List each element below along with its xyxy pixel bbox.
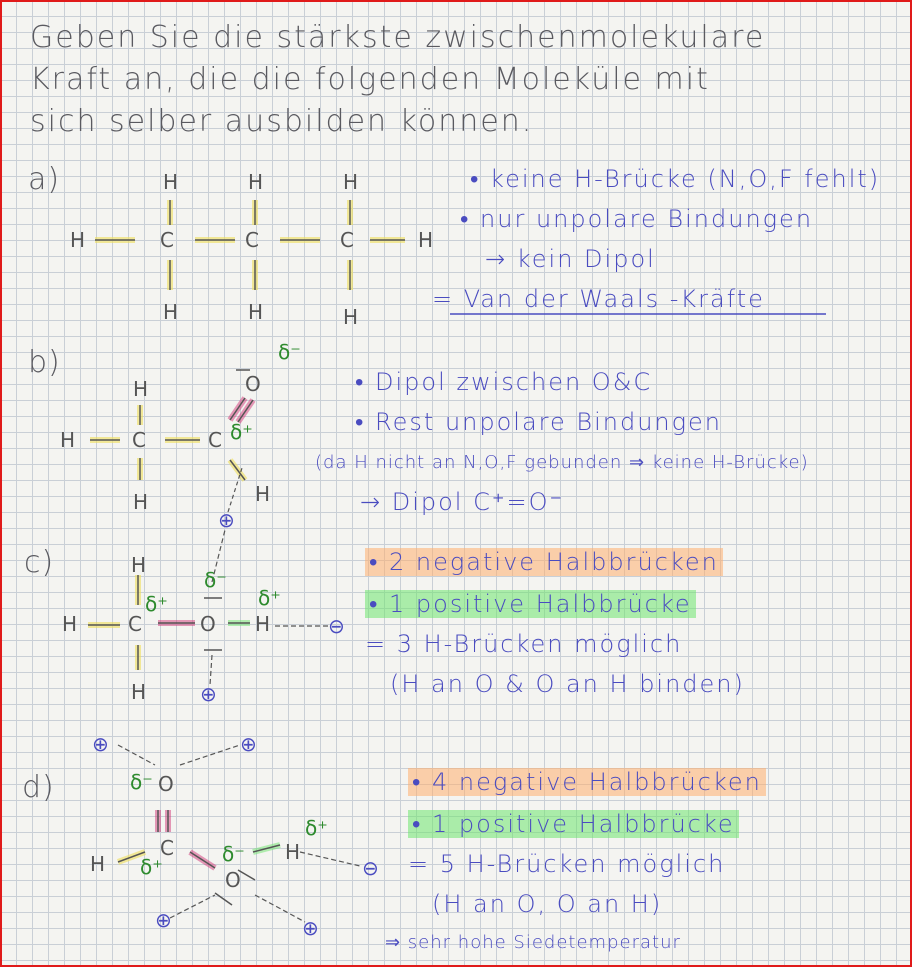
part-d-note-3: = 5 H-Brücken möglich — [408, 850, 726, 878]
delta-plus: δ⁺ — [305, 816, 328, 840]
atom-o: O — [225, 868, 241, 892]
part-a-note-1: • keine H-Brücke (N,O,F fehlt) — [470, 165, 881, 193]
delta-minus: δ⁻ — [204, 568, 227, 592]
part-d-note-4: (H an O, O an H) — [432, 890, 663, 918]
atom-c: C — [128, 612, 142, 636]
atom-h: H — [285, 840, 301, 864]
plus-charge-icon: ⊕ — [218, 508, 235, 532]
atom-c: C — [132, 428, 146, 452]
atom-h: H — [163, 300, 179, 324]
delta-minus: δ⁻ — [278, 340, 301, 364]
part-b-label: b) — [28, 345, 61, 380]
delta-minus: δ⁻ — [222, 842, 245, 866]
part-b-note-3: (da H nicht an N,O,F gebunden ⇒ keine H-Brücke) — [315, 452, 809, 473]
part-d-note-2 — [408, 810, 739, 839]
part-c-note-1 — [365, 548, 723, 577]
part-c-note-2 — [365, 590, 696, 619]
atom-h: H — [133, 377, 149, 401]
atom-h: H — [255, 612, 271, 636]
atom-h: H — [248, 300, 264, 324]
atom-h: H — [131, 680, 147, 704]
atom-h: H — [418, 228, 434, 252]
part-d-note-1 — [408, 768, 766, 797]
atom-o: O — [200, 612, 216, 636]
atom-c: C — [340, 228, 354, 252]
plus-charge-icon: ⊕ — [302, 916, 319, 940]
part-c-note-3: = 3 H-Brücken möglich — [365, 630, 683, 658]
atom-h: H — [343, 170, 359, 194]
title-line-1: Geben Sie die stärkste zwischenmolekulare — [30, 20, 766, 55]
atom-h: H — [255, 482, 271, 506]
part-c-note-1-text: • 2 negative Halbbrücken — [365, 548, 723, 576]
atom-c: C — [245, 228, 259, 252]
atom-c: C — [160, 228, 174, 252]
minus-charge-icon: ⊖ — [328, 614, 345, 638]
atom-h: H — [163, 170, 179, 194]
atom-h: H — [70, 228, 86, 252]
plus-charge-icon: ⊕ — [155, 908, 172, 932]
part-b-note-2: • Rest unpolare Bindungen — [355, 408, 723, 436]
part-c-note-4: (H an O & O an H binden) — [390, 670, 745, 698]
minus-charge-icon: ⊖ — [362, 856, 379, 880]
part-d-note-1-text: • 4 negative Halbbrücken — [408, 768, 766, 796]
atom-h: H — [131, 553, 147, 577]
atom-h: H — [133, 490, 149, 514]
part-a-label: a) — [28, 162, 61, 197]
part-a-note-2: • nur unpolare Bindungen — [460, 205, 814, 233]
part-d-label: d) — [22, 770, 55, 805]
plus-charge-icon: ⊕ — [200, 682, 217, 706]
delta-plus: δ⁺ — [230, 420, 253, 444]
atom-o: O — [245, 372, 261, 396]
part-c-label: c) — [24, 545, 55, 580]
delta-plus: δ⁺ — [258, 586, 281, 610]
atom-c: C — [208, 428, 222, 452]
delta-minus: δ⁻ — [130, 770, 153, 794]
part-b-note-1: • Dipol zwischen O&C — [355, 368, 653, 396]
atom-c: C — [160, 836, 174, 860]
plus-charge-icon: ⊕ — [240, 732, 257, 756]
plus-charge-icon: ⊕ — [92, 732, 109, 756]
part-c-note-2-text: • 1 positive Halbbrücke — [365, 590, 696, 618]
part-a-note-4: = Van der Waals -Kräfte — [432, 285, 765, 313]
atom-h: H — [62, 612, 78, 636]
part-d-note-5: ⇒ sehr hohe Siedetemperatur — [385, 932, 681, 953]
delta-plus: δ⁺ — [145, 592, 168, 616]
title-line-2: Kraft an, die die folgenden Moleküle mit — [30, 62, 710, 97]
delta-plus: δ⁺ — [140, 855, 163, 879]
atom-h: H — [343, 305, 359, 329]
atom-h: H — [248, 170, 264, 194]
part-d-note-2-text: • 1 positive Halbbrücke — [408, 810, 739, 838]
part-a-note-3: → kein Dipol — [485, 245, 656, 273]
atom-h: H — [60, 428, 76, 452]
atom-h: H — [90, 852, 106, 876]
part-b-note-4: → Dipol C⁺=O⁻ — [360, 488, 565, 516]
title-line-3: sich selber ausbilden können. — [30, 104, 534, 139]
atom-o: O — [158, 772, 174, 796]
